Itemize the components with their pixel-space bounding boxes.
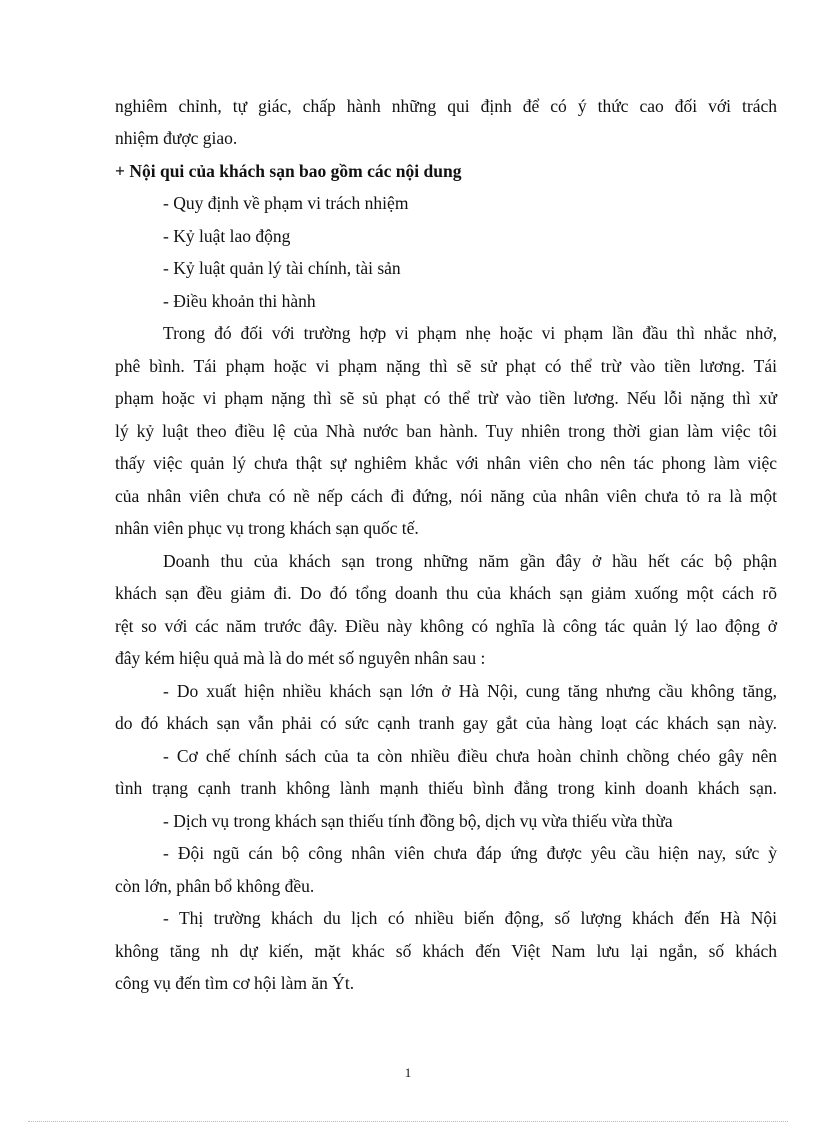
list-item: - Đội ngũ cán bộ công nhân viên chưa đáp ứng được yêu cầu hiện nay, sức ỳ xyxy=(163,843,777,863)
list-item: - Do xuất hiện nhiều khách sạn lớn ở Hà Nội, cung tăng nhưng cầu không tăng, xyxy=(163,681,777,701)
section-heading: + Nội qui của khách sạn bao gồm các nội dung xyxy=(115,161,462,181)
paragraph-line: của nhân viên chưa có nề nếp cách đi đứng, nói năng của nhân viên chưa tỏ ra là một xyxy=(115,486,777,506)
paragraph-line: khách sạn đều giảm đi. Do đó tổng doanh thu của khách sạn giảm xuống một cách rõ xyxy=(115,583,777,603)
list-item: - Cơ chế chính sách của ta còn nhiều điều chưa hoàn chỉnh chồng chéo gây nên xyxy=(163,746,777,766)
paragraph-line: phạm hoặc vi phạm nặng thì sẽ sủ phạt có thể trừ vào tiền lương. Nếu lỗi nặng thì xử xyxy=(115,388,777,408)
paragraph-line: lý kỷ luật theo điều lệ của Nhà nước ban hành. Tuy nhiên trong thời gian làm việc tôi xyxy=(115,421,777,441)
paragraph-line: đây kém hiệu quả mà là do mét số nguyên nhân sau : xyxy=(115,648,486,668)
list-item: - Kỷ luật quản lý tài chính, tài sản xyxy=(163,258,401,278)
list-item: - Kỷ luật lao động xyxy=(163,226,291,246)
paragraph-line: tình trạng cạnh tranh không lành mạnh thiếu bình đẳng trong kinh doanh khách sạn. xyxy=(115,778,777,798)
list-item: - Điều khoản thi hành xyxy=(163,291,316,311)
list-item: - Quy định về phạm vi trách nhiệm xyxy=(163,193,409,213)
paragraph-line: nhân viên phục vụ trong khách sạn quốc tế. xyxy=(115,518,419,538)
list-item: - Thị trường khách du lịch có nhiều biến động, số lượng khách đến Hà Nội xyxy=(163,908,777,928)
page-bottom-divider xyxy=(28,1121,788,1122)
list-item: - Dịch vụ trong khách sạn thiếu tính đồng bộ, dịch vụ vừa thiếu vừa thừa xyxy=(163,811,673,831)
paragraph-line: rệt so với các năm trước đây. Điều này không có nghĩa là công tác quản lý lao động ở xyxy=(115,616,777,636)
paragraph-line: nhiệm được giao. xyxy=(115,128,238,148)
paragraph-line: nghiêm chỉnh, tự giác, chấp hành những qui định để có ý thức cao đối với trách xyxy=(115,96,777,116)
paragraph-line: do đó khách sạn vẫn phải có sức cạnh tranh gay gắt của hàng loạt các khách sạn này. xyxy=(115,713,777,733)
page-number: 1 xyxy=(404,1065,412,1080)
paragraph-line: phê bình. Tái phạm hoặc vi phạm nặng thì sẽ sử phạt có thể trừ vào tiền lương. Tái xyxy=(115,356,777,376)
paragraph-line: không tăng nh dự kiến, mặt khác số khách đến Việt Nam lưu lại ngắn, số khách xyxy=(115,941,777,961)
paragraph-line: thấy việc quản lý chưa thật sự nghiêm khắc với nhân viên cho nên tác phong làm việc xyxy=(115,453,777,473)
paragraph-line: còn lớn, phân bổ không đều. xyxy=(115,876,315,896)
paragraph-line: Trong đó đối với trường hợp vi phạm nhẹ hoặc vi phạm lần đầu thì nhắc nhở, xyxy=(163,323,777,343)
paragraph-line: công vụ đến tìm cơ hội làm ăn Ýt. xyxy=(115,973,355,993)
paragraph-line: Doanh thu của khách sạn trong những năm gần đây ở hầu hết các bộ phận xyxy=(163,551,777,571)
